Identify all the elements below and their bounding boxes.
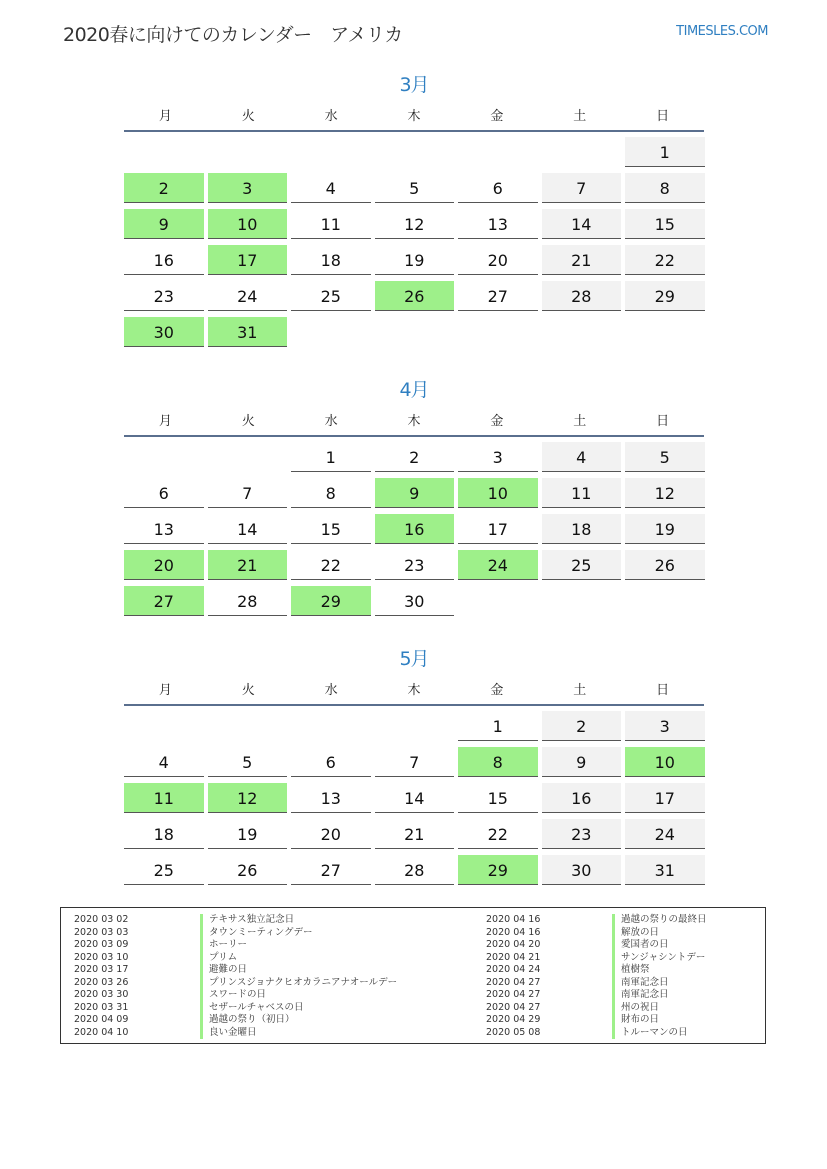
day-cell[interactable]: 4 — [291, 173, 371, 203]
weekday-label: 月 — [158, 108, 172, 124]
day-cell[interactable]: 9 — [542, 747, 622, 777]
legend-column-right — [473, 914, 707, 1039]
legend-row — [473, 939, 707, 952]
day-cell[interactable]: 22 — [625, 245, 705, 275]
day-cell[interactable]: 4 — [124, 747, 204, 777]
legend-row — [61, 927, 397, 940]
day-cell[interactable]: 3 — [625, 711, 705, 741]
holiday-name: サンジャシントデー — [612, 952, 705, 965]
day-cell[interactable]: 16 — [542, 783, 622, 813]
day-cell[interactable]: 8 — [625, 173, 705, 203]
weekday-label: 木 — [407, 108, 421, 124]
day-cell[interactable]: 25 — [124, 855, 204, 885]
holiday-name: 過越の祭りの最終日 — [612, 914, 707, 927]
day-cell[interactable]: 12 — [208, 783, 288, 813]
holiday-name: プリンスジョナクヒオカラニアナオールデー — [200, 977, 397, 990]
day-cell[interactable]: 15 — [625, 209, 705, 239]
day-cell[interactable]: 13 — [458, 209, 538, 239]
day-cell[interactable]: 16 — [124, 245, 204, 275]
day-cell[interactable]: 12 — [375, 209, 455, 239]
day-cell[interactable]: 25 — [542, 550, 622, 580]
holiday-date: 2020 04 16 — [486, 926, 541, 938]
day-cell[interactable]: 10 — [208, 209, 288, 239]
day-cell[interactable]: 30 — [542, 855, 622, 885]
holiday-name: 南軍記念日 — [612, 977, 669, 990]
day-cell[interactable]: 9 — [124, 209, 204, 239]
day-cell[interactable]: 22 — [291, 550, 371, 580]
weekday-label: 水 — [324, 413, 338, 429]
legend-row — [61, 939, 397, 952]
day-cell[interactable]: 10 — [625, 747, 705, 777]
weekday-label: 土 — [573, 413, 587, 429]
weekday-header — [124, 672, 704, 706]
month-april — [124, 375, 704, 616]
holiday-date: 2020 03 17 — [74, 964, 129, 975]
empty-cell — [208, 442, 288, 472]
weekday-label: 水 — [324, 108, 338, 124]
day-cell[interactable]: 11 — [124, 783, 204, 813]
legend-row — [61, 1014, 397, 1027]
month-may — [124, 644, 704, 885]
legend-row — [473, 964, 707, 977]
weekday-label: 木 — [407, 682, 421, 698]
day-cell[interactable]: 30 — [124, 317, 204, 347]
day-cell[interactable]: 25 — [291, 281, 371, 311]
weekday-label: 金 — [490, 413, 504, 429]
day-cell[interactable]: 23 — [375, 550, 455, 580]
day-cell[interactable]: 27 — [291, 855, 371, 885]
holiday-date: 2020 03 03 — [74, 926, 129, 938]
empty-cell — [458, 137, 538, 167]
holiday-name: ホーリー — [200, 939, 247, 952]
empty-cell — [124, 137, 204, 167]
weekday-label: 火 — [241, 682, 255, 698]
day-cell[interactable]: 28 — [208, 586, 288, 616]
day-cell[interactable]: 8 — [291, 478, 371, 508]
empty-cell — [208, 711, 288, 741]
day-cell[interactable]: 21 — [542, 245, 622, 275]
empty-cell — [291, 711, 371, 741]
day-cell[interactable]: 11 — [291, 209, 371, 239]
day-cell[interactable]: 24 — [208, 281, 288, 311]
day-cell[interactable]: 30 — [375, 586, 455, 616]
legend-row — [473, 952, 707, 965]
holiday-name: 財布の日 — [612, 1014, 659, 1027]
holiday-legend — [60, 907, 766, 1044]
holiday-date: 2020 04 16 — [486, 914, 541, 925]
holiday-date: 2020 03 30 — [74, 989, 129, 1000]
empty-cell — [208, 137, 288, 167]
day-cell[interactable]: 15 — [291, 514, 371, 544]
day-cell[interactable]: 28 — [375, 855, 455, 885]
empty-cell — [542, 137, 622, 167]
holiday-name: 植樹祭 — [612, 964, 650, 977]
day-cell[interactable]: 24 — [625, 819, 705, 849]
day-cell[interactable]: 19 — [375, 245, 455, 275]
holiday-name: 避難の日 — [200, 964, 247, 977]
day-cell[interactable]: 27 — [124, 586, 204, 616]
day-cell[interactable]: 17 — [458, 514, 538, 544]
brand-logo[interactable]: TIMESLES.COM — [676, 24, 768, 39]
day-cell[interactable]: 5 — [208, 747, 288, 777]
holiday-date: 2020 04 27 — [486, 976, 541, 988]
weekday-label: 金 — [490, 682, 504, 698]
day-cell[interactable]: 8 — [458, 747, 538, 777]
day-cell[interactable]: 1 — [291, 442, 371, 472]
holiday-name: テキサス独立記念日 — [200, 914, 294, 927]
day-cell[interactable]: 2 — [542, 711, 622, 741]
day-cell[interactable]: 21 — [208, 550, 288, 580]
holiday-name: 州の祝日 — [612, 1002, 659, 1015]
day-grid — [124, 137, 704, 347]
legend-row — [473, 1014, 707, 1027]
legend-row — [61, 964, 397, 977]
day-cell[interactable]: 19 — [625, 514, 705, 544]
holiday-name: トルーマンの日 — [612, 1027, 688, 1040]
holiday-date: 2020 05 08 — [486, 1026, 541, 1038]
day-cell[interactable]: 31 — [625, 855, 705, 885]
day-cell[interactable]: 22 — [458, 819, 538, 849]
holiday-name: タウンミーティングデー — [200, 927, 313, 940]
day-cell[interactable]: 14 — [542, 209, 622, 239]
day-cell[interactable]: 27 — [458, 281, 538, 311]
weekday-label: 水 — [324, 682, 338, 698]
day-cell[interactable]: 18 — [124, 819, 204, 849]
holiday-date: 2020 03 31 — [74, 1001, 129, 1013]
legend-row — [61, 977, 397, 990]
weekday-label: 月 — [158, 413, 172, 429]
day-cell[interactable]: 6 — [291, 747, 371, 777]
legend-row — [61, 914, 397, 927]
page-title: 2020春に向けてのカレンダー アメリカ — [63, 24, 403, 46]
weekday-label: 火 — [241, 108, 255, 124]
holiday-date: 2020 03 09 — [74, 939, 129, 950]
day-cell[interactable]: 14 — [375, 783, 455, 813]
month-march — [124, 70, 704, 347]
day-cell[interactable]: 29 — [291, 586, 371, 616]
month-title: 3月 — [399, 74, 429, 96]
empty-cell — [124, 711, 204, 741]
holiday-date: 2020 04 27 — [486, 989, 541, 1000]
day-cell[interactable]: 23 — [542, 819, 622, 849]
day-cell[interactable]: 18 — [291, 245, 371, 275]
legend-row — [473, 1002, 707, 1015]
legend-column-left — [61, 914, 397, 1039]
legend-row — [61, 1002, 397, 1015]
holiday-name: セザールチャベスの日 — [200, 1002, 304, 1015]
day-cell[interactable]: 14 — [208, 514, 288, 544]
weekday-label: 木 — [407, 413, 421, 429]
legend-row — [61, 952, 397, 965]
day-cell[interactable]: 7 — [375, 747, 455, 777]
month-title: 4月 — [399, 379, 429, 401]
day-cell[interactable]: 17 — [625, 783, 705, 813]
legend-row — [473, 989, 707, 1002]
day-cell[interactable]: 2 — [375, 442, 455, 472]
day-cell[interactable]: 18 — [542, 514, 622, 544]
holiday-name: プリム — [200, 952, 237, 965]
day-cell[interactable]: 28 — [542, 281, 622, 311]
day-cell[interactable]: 20 — [458, 245, 538, 275]
day-cell[interactable]: 15 — [458, 783, 538, 813]
holiday-date: 2020 04 09 — [74, 1014, 129, 1025]
day-cell[interactable]: 4 — [542, 442, 622, 472]
day-cell[interactable]: 5 — [625, 442, 705, 472]
day-cell[interactable]: 29 — [458, 855, 538, 885]
day-cell[interactable]: 21 — [375, 819, 455, 849]
holiday-date: 2020 03 02 — [74, 914, 129, 925]
holiday-date: 2020 04 21 — [486, 951, 541, 963]
day-cell[interactable]: 6 — [458, 173, 538, 203]
day-cell[interactable]: 26 — [208, 855, 288, 885]
weekday-label: 日 — [656, 413, 670, 429]
weekday-label: 土 — [573, 108, 587, 124]
day-cell[interactable]: 16 — [375, 514, 455, 544]
weekday-header — [124, 403, 704, 437]
holiday-date: 2020 04 10 — [74, 1026, 129, 1038]
day-cell[interactable]: 24 — [458, 550, 538, 580]
legend-row — [61, 1027, 397, 1040]
empty-cell — [291, 137, 371, 167]
holiday-name: 過越の祭り（初日） — [200, 1014, 295, 1027]
empty-cell — [124, 442, 204, 472]
day-cell[interactable]: 20 — [124, 550, 204, 580]
day-cell[interactable]: 6 — [124, 478, 204, 508]
day-cell[interactable]: 17 — [208, 245, 288, 275]
day-grid — [124, 711, 704, 885]
day-cell[interactable]: 23 — [124, 281, 204, 311]
weekday-header — [124, 98, 704, 132]
weekday-label: 日 — [656, 108, 670, 124]
day-cell[interactable]: 19 — [208, 819, 288, 849]
day-cell[interactable]: 1 — [625, 137, 705, 167]
weekday-label: 日 — [656, 682, 670, 698]
weekday-label: 土 — [573, 682, 587, 698]
holiday-date: 2020 04 29 — [486, 1014, 541, 1025]
day-cell[interactable]: 7 — [208, 478, 288, 508]
legend-row — [473, 927, 707, 940]
day-cell[interactable]: 29 — [625, 281, 705, 311]
holiday-name: 愛国者の日 — [612, 939, 669, 952]
day-cell[interactable]: 7 — [542, 173, 622, 203]
legend-row — [473, 977, 707, 990]
day-cell[interactable]: 10 — [458, 478, 538, 508]
month-title: 5月 — [399, 648, 429, 670]
holiday-name: 南軍記念日 — [612, 989, 669, 1002]
day-cell[interactable]: 20 — [291, 819, 371, 849]
holiday-name: スワードの日 — [200, 989, 266, 1002]
day-cell[interactable]: 11 — [542, 478, 622, 508]
day-cell[interactable]: 26 — [375, 281, 455, 311]
weekday-label: 月 — [158, 682, 172, 698]
holiday-date: 2020 04 20 — [486, 939, 541, 950]
day-cell[interactable]: 3 — [458, 442, 538, 472]
holiday-date: 2020 03 26 — [74, 976, 129, 988]
holiday-name: 良い金曜日 — [200, 1027, 257, 1040]
day-cell[interactable]: 31 — [208, 317, 288, 347]
day-grid — [124, 442, 704, 616]
legend-row — [473, 1027, 707, 1040]
weekday-label: 火 — [241, 413, 255, 429]
holiday-date: 2020 04 27 — [486, 1001, 541, 1013]
day-cell[interactable]: 13 — [124, 514, 204, 544]
legend-row — [61, 989, 397, 1002]
day-cell[interactable]: 5 — [375, 173, 455, 203]
empty-cell — [375, 137, 455, 167]
weekday-label: 金 — [490, 108, 504, 124]
holiday-name: 解放の日 — [612, 927, 659, 940]
day-cell[interactable]: 9 — [375, 478, 455, 508]
holiday-date: 2020 04 24 — [486, 964, 541, 975]
empty-cell — [375, 711, 455, 741]
day-cell[interactable]: 1 — [458, 711, 538, 741]
day-cell[interactable]: 3 — [208, 173, 288, 203]
day-cell[interactable]: 12 — [625, 478, 705, 508]
day-cell[interactable]: 26 — [625, 550, 705, 580]
holiday-date: 2020 03 10 — [74, 951, 129, 963]
day-cell[interactable]: 13 — [291, 783, 371, 813]
legend-row — [473, 914, 707, 927]
day-cell[interactable]: 2 — [124, 173, 204, 203]
